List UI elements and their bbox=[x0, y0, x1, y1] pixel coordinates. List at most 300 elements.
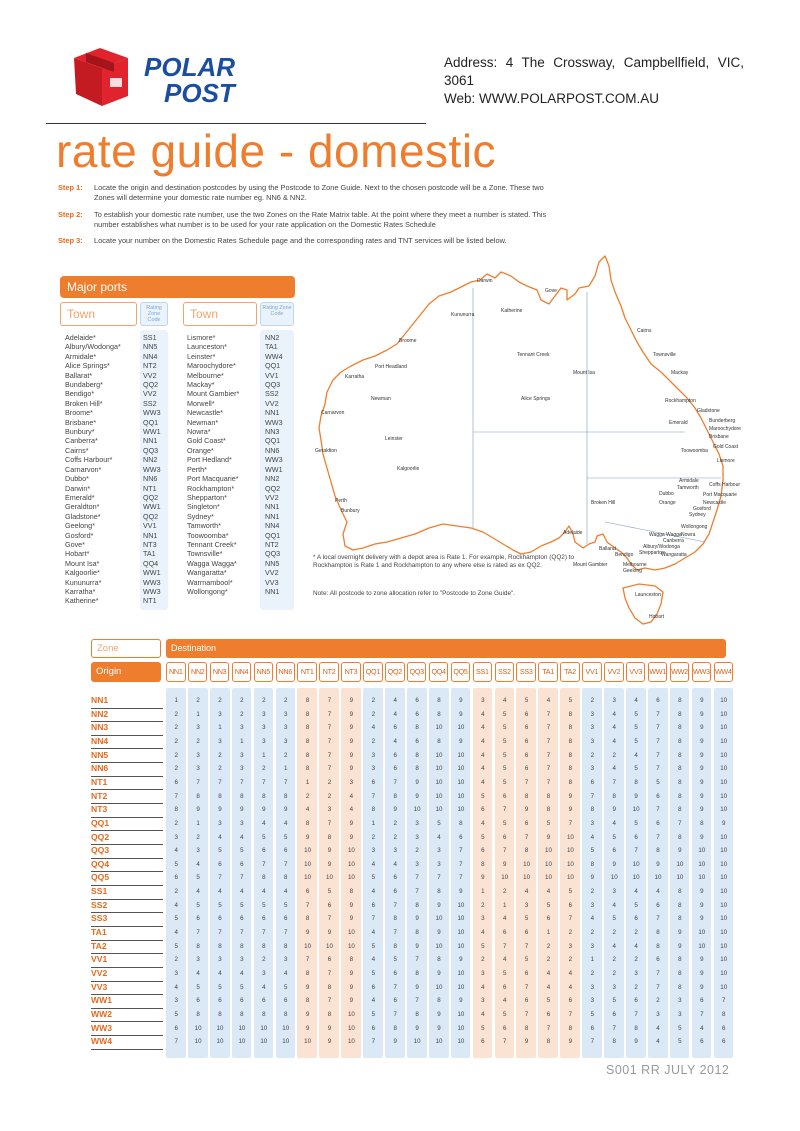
destination-header-qq3: QQ3 bbox=[407, 662, 427, 682]
rate-cell: 2 bbox=[174, 710, 178, 718]
rate-cell: 3 bbox=[481, 970, 485, 977]
rate-cell: 4 bbox=[481, 819, 485, 827]
rate-cell: 2 bbox=[174, 724, 178, 732]
rate-cell: 7 bbox=[524, 833, 529, 841]
rate-cell: 4 bbox=[393, 860, 397, 868]
map-label-geraldton: Geraldton bbox=[315, 448, 337, 454]
rate-cell: 8 bbox=[283, 792, 288, 800]
rate-cell: 4 bbox=[502, 997, 507, 1005]
rate-cell: 8 bbox=[678, 983, 682, 991]
rate-cell: 9 bbox=[305, 833, 310, 841]
map-label-melbourne: Melbourne bbox=[623, 562, 647, 568]
rate-cell: 7 bbox=[327, 710, 332, 718]
rate-cell: 8 bbox=[437, 956, 441, 964]
rate-cell: 2 bbox=[481, 901, 485, 909]
rate-cell: 6 bbox=[700, 997, 704, 1005]
rate-cell: 9 bbox=[327, 1024, 332, 1032]
rate-cell: 7 bbox=[393, 1010, 397, 1018]
rate-cell: 7 bbox=[612, 778, 616, 786]
rate-cell: 8 bbox=[415, 765, 419, 773]
rate-cell: 9 bbox=[305, 929, 310, 937]
map-label-canberra: Canberra bbox=[663, 538, 684, 544]
map-label-maroochydore: Maroochydore bbox=[709, 426, 741, 432]
rate-cell: 6 bbox=[568, 901, 573, 909]
port-zone: NN6 bbox=[265, 445, 280, 455]
rate-cell: 9 bbox=[700, 792, 704, 800]
rate-cell: 3 bbox=[590, 997, 595, 1005]
rate-cell: 6 bbox=[262, 847, 266, 855]
port-zone: QQ4 bbox=[143, 558, 159, 568]
rate-cell: 8 bbox=[700, 819, 704, 827]
rate-cell: 7 bbox=[656, 710, 660, 718]
rate-cell: 6 bbox=[393, 724, 397, 732]
rate-cell: 7 bbox=[656, 751, 660, 759]
rate-cell: 8 bbox=[283, 874, 288, 882]
rate-cell: 3 bbox=[218, 710, 222, 718]
map-label-wangaratta: Wangaratta bbox=[661, 552, 687, 558]
rate-cell: 4 bbox=[174, 983, 178, 991]
rate-cell: 9 bbox=[502, 860, 507, 868]
rate-cell: 7 bbox=[634, 847, 638, 855]
rate-cell: 7 bbox=[502, 1038, 507, 1046]
rate-cell: 4 bbox=[481, 765, 485, 773]
rate-cell: 10 bbox=[435, 983, 443, 991]
rate-cell: 4 bbox=[437, 833, 441, 841]
rate-cell: 2 bbox=[218, 765, 222, 773]
rate-cell: 6 bbox=[524, 970, 529, 977]
origin-row-label-ta1: TA1 bbox=[91, 926, 163, 941]
rate-cell: 7 bbox=[459, 860, 463, 868]
rate-cell: 7 bbox=[393, 778, 397, 786]
rate-cell: 3 bbox=[415, 833, 419, 841]
rate-cell: 8 bbox=[437, 710, 441, 718]
rate-cell: 5 bbox=[481, 833, 485, 841]
origin-row-label-vv3: VV3 bbox=[91, 981, 163, 996]
rate-cell: 7 bbox=[393, 901, 397, 909]
port-town: Port Macquarie* bbox=[187, 474, 239, 484]
rate-cell: 8 bbox=[546, 1038, 551, 1046]
rate-cell: 2 bbox=[218, 751, 222, 759]
rate-cell: 7 bbox=[283, 860, 288, 868]
rate-cell: 10 bbox=[566, 833, 574, 841]
rate-cell: 10 bbox=[347, 1010, 355, 1018]
rate-cell: 9 bbox=[349, 819, 354, 827]
port-town: Emerald* bbox=[65, 492, 95, 502]
rate-cell: 9 bbox=[349, 970, 354, 977]
origin-row-label-vv2: VV2 bbox=[91, 967, 163, 982]
port-town: Toowoomba* bbox=[187, 530, 229, 540]
rate-cell: 9 bbox=[437, 1010, 441, 1018]
rate-cell: 4 bbox=[612, 819, 616, 827]
rate-cell: 9 bbox=[349, 915, 354, 923]
rate-cell: 6 bbox=[371, 778, 376, 786]
rate-cell: 7 bbox=[327, 915, 332, 923]
rate-cell: 2 bbox=[415, 847, 419, 855]
rate-cell: 9 bbox=[393, 806, 397, 814]
destination-header-vv3: VV3 bbox=[626, 662, 646, 682]
rate-cell: 8 bbox=[568, 724, 573, 732]
rate-cell: 9 bbox=[700, 901, 704, 909]
rate-cell: 7 bbox=[590, 1038, 595, 1046]
rate-cell: 8 bbox=[283, 942, 288, 950]
destination-header-qq2: QQ2 bbox=[385, 662, 405, 682]
rate-cell: 6 bbox=[612, 1010, 616, 1018]
rate-cell: 10 bbox=[457, 765, 465, 773]
port-town: Launceston* bbox=[187, 342, 227, 352]
rate-cell: 7 bbox=[656, 765, 660, 773]
rate-cell: 3 bbox=[174, 970, 178, 977]
port-zone: NT2 bbox=[265, 539, 279, 549]
map-label-bunderberg: Bunderberg bbox=[709, 418, 736, 424]
rate-cell: 4 bbox=[196, 860, 200, 868]
rate-cell: 10 bbox=[523, 860, 531, 868]
rate-cell: 7 bbox=[656, 970, 660, 977]
rate-cell: 10 bbox=[326, 874, 333, 882]
rate-cell: 10 bbox=[720, 860, 728, 868]
map-label-gold-coast: Gold Coast bbox=[713, 444, 739, 450]
rate-cell: 4 bbox=[481, 724, 485, 732]
rate-cell: 6 bbox=[656, 697, 660, 704]
postcode-note: Note: All postcode to zone allocation refer to "Postcode to Zone Guide". bbox=[313, 590, 516, 597]
rate-cell: 9 bbox=[437, 929, 441, 937]
rate-cell: 8 bbox=[678, 956, 682, 964]
rate-cell: 1 bbox=[546, 929, 551, 937]
rate-cell: 10 bbox=[720, 942, 728, 950]
port-town: Kalgoorlie* bbox=[65, 568, 100, 578]
rate-cell: 8 bbox=[305, 737, 310, 745]
rate-cell: 5 bbox=[262, 901, 266, 909]
rate-cell: 10 bbox=[216, 1024, 224, 1032]
rate-cell: 7 bbox=[327, 765, 332, 773]
rate-cell: 8 bbox=[481, 860, 485, 868]
origin-row-label-qq3: QQ3 bbox=[91, 844, 163, 859]
rate-cell: 3 bbox=[656, 1010, 660, 1018]
origin-row-label-ss3: SS3 bbox=[91, 912, 163, 927]
rate-cell: 2 bbox=[262, 765, 266, 773]
rate-cell: 10 bbox=[457, 929, 465, 937]
rate-cell: 10 bbox=[282, 1038, 290, 1046]
rate-cell: 4 bbox=[393, 697, 397, 704]
port-zone: QQ2 bbox=[143, 492, 159, 502]
origin-row-label-ss2: SS2 bbox=[91, 899, 163, 914]
rate-cell: 4 bbox=[612, 942, 616, 950]
port-town: Leinster* bbox=[187, 351, 216, 361]
rate-cell: 4 bbox=[481, 751, 485, 759]
rate-cell: 10 bbox=[501, 874, 509, 882]
rate-cell: 10 bbox=[457, 792, 465, 800]
port-town: Mackay* bbox=[187, 380, 215, 390]
rate-cell: 8 bbox=[678, 833, 682, 841]
rate-cell: 9 bbox=[590, 874, 595, 882]
rate-cell: 7 bbox=[678, 819, 682, 827]
rate-cell: 7 bbox=[656, 833, 660, 841]
origin-row-label-ww2: WW2 bbox=[91, 1008, 163, 1023]
rate-cell: 9 bbox=[305, 983, 310, 991]
rate-cell: 4 bbox=[634, 751, 638, 759]
rate-cell: 9 bbox=[481, 874, 485, 882]
rate-cell: 7 bbox=[459, 847, 463, 855]
port-town: Tamworth* bbox=[187, 521, 221, 531]
rate-cell: 3 bbox=[218, 956, 222, 964]
port-town: Geelong* bbox=[65, 521, 95, 531]
rate-cell: 8 bbox=[437, 997, 441, 1005]
rate-cell: 7 bbox=[415, 874, 419, 882]
destination-header-ww3: WW3 bbox=[692, 662, 712, 682]
rate-cell: 7 bbox=[656, 737, 660, 745]
rate-cell: 2 bbox=[612, 970, 616, 977]
rate-cell: 10 bbox=[194, 1038, 202, 1046]
rate-cell: 9 bbox=[305, 1010, 310, 1018]
rate-cell: 8 bbox=[437, 737, 441, 745]
rate-cell: 7 bbox=[371, 792, 376, 800]
rate-cell: 6 bbox=[240, 915, 244, 923]
rate-cell: 8 bbox=[568, 737, 573, 745]
rate-cell: 5 bbox=[656, 778, 660, 786]
rate-cell: 8 bbox=[437, 888, 441, 896]
rate-cell: 4 bbox=[656, 888, 660, 896]
map-label-bendigo: Bendigo bbox=[615, 552, 634, 558]
rate-cell: 7 bbox=[327, 819, 332, 827]
map-label-ballarat: Ballarat bbox=[599, 546, 616, 552]
rate-cell: 5 bbox=[371, 1010, 376, 1018]
rate-cell: 5 bbox=[568, 888, 573, 896]
rate-cell: 4 bbox=[283, 970, 288, 977]
rate-cell: 6 bbox=[262, 915, 266, 923]
rate-cell: 8 bbox=[305, 724, 310, 732]
rate-cell: 10 bbox=[260, 1024, 268, 1032]
rate-cell: 7 bbox=[700, 1010, 704, 1018]
rate-cell: 4 bbox=[502, 956, 507, 964]
rate-cell: 8 bbox=[240, 1010, 244, 1018]
rate-cell: 6 bbox=[459, 833, 463, 841]
rate-cell: 6 bbox=[218, 997, 222, 1005]
rate-cell: 8 bbox=[349, 956, 354, 964]
rate-cell: 10 bbox=[413, 1038, 421, 1046]
rate-cell: 3 bbox=[218, 819, 222, 827]
rate-cell: 2 bbox=[196, 833, 200, 841]
rate-cell: 10 bbox=[435, 765, 443, 773]
rate-cell: 5 bbox=[634, 724, 638, 732]
rate-cell: 9 bbox=[459, 737, 463, 745]
rate-cell: 6 bbox=[415, 697, 419, 704]
rate-cell: 8 bbox=[678, 697, 682, 704]
rate-cell: 2 bbox=[174, 737, 178, 745]
rate-cell: 3 bbox=[612, 697, 616, 704]
rate-cell: 3 bbox=[240, 956, 244, 964]
rate-cell: 3 bbox=[481, 997, 485, 1005]
destination-header-ta2: TA2 bbox=[560, 662, 580, 682]
destination-header-ss1: SS1 bbox=[473, 662, 493, 682]
rate-cell: 7 bbox=[327, 724, 332, 732]
rate-cell: 8 bbox=[459, 819, 463, 827]
map-label-wollongong: Wollongong bbox=[681, 524, 708, 530]
destination-header-qq5: QQ5 bbox=[451, 662, 471, 682]
rate-cell: 5 bbox=[678, 1024, 682, 1032]
rate-cell: 4 bbox=[283, 819, 288, 827]
rate-cell: 9 bbox=[305, 1024, 310, 1032]
rate-cell: 10 bbox=[566, 847, 574, 855]
rate-cell: 10 bbox=[632, 806, 640, 814]
rate-cell: 6 bbox=[721, 1038, 726, 1046]
rate-cell: 5 bbox=[196, 874, 200, 882]
map-label-broken-hill: Broken Hill bbox=[591, 500, 616, 506]
rate-cell: 7 bbox=[656, 724, 660, 732]
rate-cell: 7 bbox=[305, 901, 310, 909]
port-town: Bendigo* bbox=[65, 389, 95, 399]
overnight-footnote: * A local overnight delivery with a depot area is Rate 1. For example, Rockhampton (QQ2) to Rockhampton is Rate 1 and Rockhampton to any where else is rated as ex QQ2. bbox=[313, 554, 575, 570]
rate-cell: 4 bbox=[546, 983, 551, 991]
map-label-wagga-wagga: Wagga Wagga bbox=[649, 532, 682, 538]
rate-cell: 3 bbox=[634, 970, 638, 977]
rate-cell: 8 bbox=[327, 983, 332, 991]
rate-cell: 4 bbox=[218, 888, 222, 896]
rate-cell: 9 bbox=[678, 942, 682, 950]
rate-cell: 10 bbox=[260, 1038, 268, 1046]
rate-cell: 3 bbox=[174, 997, 178, 1005]
port-zone: VV3 bbox=[265, 577, 279, 587]
port-zone: WW3 bbox=[143, 464, 161, 474]
rate-cell: 2 bbox=[393, 819, 397, 827]
rate-cell: 6 bbox=[283, 847, 288, 855]
rate-cell: 2 bbox=[240, 697, 244, 704]
rate-cell: 6 bbox=[568, 997, 573, 1005]
rate-cell: 10 bbox=[566, 874, 574, 882]
rate-cell: 2 bbox=[546, 956, 551, 964]
rate-cell: 8 bbox=[305, 997, 310, 1005]
step-3-text: Locate your number on the Domestic Rates Schedule page and the corresponding rates and TNT services will be listed below. bbox=[94, 236, 507, 245]
rate-cell: 7 bbox=[218, 778, 222, 786]
rate-cell: 1 bbox=[371, 819, 376, 827]
destination-header-ss3: SS3 bbox=[516, 662, 536, 682]
rate-cell: 10 bbox=[457, 724, 465, 732]
rate-cell: 5 bbox=[502, 751, 507, 759]
rate-cell: 2 bbox=[634, 929, 638, 937]
rate-cell: 7 bbox=[327, 737, 332, 745]
rate-cell: 10 bbox=[720, 737, 728, 745]
rate-cell: 10 bbox=[457, 1010, 465, 1018]
rate-cell: 7 bbox=[371, 915, 376, 923]
address-line: Address: 4 The Crossway, Campbellfield, VIC, 3061 bbox=[444, 55, 744, 88]
port-zone: NN4 bbox=[265, 521, 280, 531]
map-label-mount-isa: Mount Isa bbox=[573, 370, 595, 376]
rate-cell: 4 bbox=[393, 737, 397, 745]
rate-cell: 9 bbox=[393, 1038, 397, 1046]
rate-cell: 3 bbox=[590, 737, 595, 745]
rate-cell: 2 bbox=[612, 956, 616, 964]
rate-cell: 8 bbox=[218, 1010, 222, 1018]
rate-cell: 10 bbox=[435, 724, 443, 732]
rate-cell: 9 bbox=[568, 806, 573, 814]
rate-cell: 9 bbox=[349, 983, 354, 991]
map-label-kununurra: Kununurra bbox=[451, 312, 475, 318]
rate-cell: 7 bbox=[656, 983, 660, 991]
rate-cell: 7 bbox=[240, 874, 244, 882]
rate-cell: 8 bbox=[678, 765, 682, 773]
rate-cell: 5 bbox=[502, 778, 507, 786]
rate-cell: 8 bbox=[262, 1010, 266, 1018]
rate-cell: 9 bbox=[349, 697, 354, 704]
rate-cell: 3 bbox=[590, 724, 595, 732]
rate-cell: 3 bbox=[349, 778, 354, 786]
rate-cell: 6 bbox=[700, 1038, 704, 1046]
rate-cell: 8 bbox=[415, 751, 419, 759]
rate-cell: 7 bbox=[546, 765, 551, 773]
rate-cell: 1 bbox=[218, 724, 222, 732]
rate-cell: 2 bbox=[196, 697, 200, 704]
rate-cell: 9 bbox=[700, 970, 704, 977]
map-label-broome: Broome bbox=[399, 338, 417, 344]
rate-cell: 9 bbox=[524, 1038, 529, 1046]
rate-cell: 9 bbox=[327, 1038, 332, 1046]
port-town: Wollongong* bbox=[187, 586, 228, 596]
rate-cell: 8 bbox=[524, 847, 529, 855]
rate-cell: 2 bbox=[590, 697, 595, 704]
rate-cell: 6 bbox=[502, 833, 507, 841]
map-label-gove: Gove bbox=[545, 288, 557, 294]
rate-cell: 2 bbox=[546, 942, 551, 950]
rate-cell: 8 bbox=[437, 697, 441, 704]
rate-cell: 9 bbox=[612, 860, 616, 868]
rate-cell: 10 bbox=[457, 1024, 465, 1032]
rate-cell: 8 bbox=[305, 915, 310, 923]
map-label-mount-gambier: Mount Gambier bbox=[573, 562, 608, 568]
rate-cell: 3 bbox=[174, 833, 178, 841]
rate-cell: 4 bbox=[196, 970, 200, 977]
rate-cell: 10 bbox=[632, 860, 640, 868]
rate-cell: 1 bbox=[481, 888, 485, 896]
map-label-emerald: Emerald bbox=[669, 420, 688, 426]
port-zone: NN4 bbox=[143, 351, 158, 361]
rate-cell: 6 bbox=[174, 1024, 178, 1032]
rate-cell: 10 bbox=[720, 915, 728, 923]
rate-cell: 10 bbox=[216, 1038, 224, 1046]
rate-cell: 3 bbox=[481, 915, 485, 923]
port-zone: NN1 bbox=[265, 511, 280, 521]
rate-cell: 9 bbox=[415, 792, 419, 800]
rate-cell: 8 bbox=[174, 806, 178, 814]
rate-cell: 8 bbox=[262, 942, 266, 950]
rate-cell: 7 bbox=[240, 929, 244, 937]
rate-cell: 5 bbox=[524, 697, 529, 704]
rate-cell: 10 bbox=[610, 874, 618, 882]
port-zone: QQ3 bbox=[265, 380, 281, 390]
rate-cell: 6 bbox=[393, 888, 397, 896]
rate-cell: 9 bbox=[459, 956, 463, 964]
rate-cell: 3 bbox=[262, 737, 266, 745]
rate-cell: 6 bbox=[612, 847, 616, 855]
rate-cell: 4 bbox=[656, 1024, 660, 1032]
map-label-coffs-harbour: Coffs Harbour bbox=[709, 482, 741, 488]
map-label-sydney: Sydney bbox=[689, 512, 706, 518]
port-zone: WW1 bbox=[143, 568, 161, 578]
rate-cell: 10 bbox=[720, 983, 728, 991]
port-zone: WW3 bbox=[143, 586, 161, 596]
step-1-text: Locate the origin and destination postcodes by using the Postcode to Zone Guide. Next to the chosen postcode will be a Zone. These two Zones will determine your domestic rate number eg. NN6 & NN2. bbox=[94, 183, 544, 202]
rate-cell: 5 bbox=[437, 819, 441, 827]
rate-cell: 4 bbox=[262, 819, 266, 827]
rate-cell: 4 bbox=[634, 888, 638, 896]
rate-cell: 8 bbox=[393, 915, 397, 923]
rate-cell: 8 bbox=[240, 792, 244, 800]
step-2 bbox=[58, 210, 558, 229]
rate-cell: 8 bbox=[371, 806, 376, 814]
port-town: Broome* bbox=[65, 408, 93, 418]
rate-cell: 10 bbox=[413, 806, 421, 814]
rate-cell: 6 bbox=[415, 737, 419, 745]
rate-cell: 4 bbox=[305, 806, 310, 814]
rate-cell: 10 bbox=[304, 942, 312, 950]
rate-cell: 5 bbox=[502, 1010, 507, 1018]
